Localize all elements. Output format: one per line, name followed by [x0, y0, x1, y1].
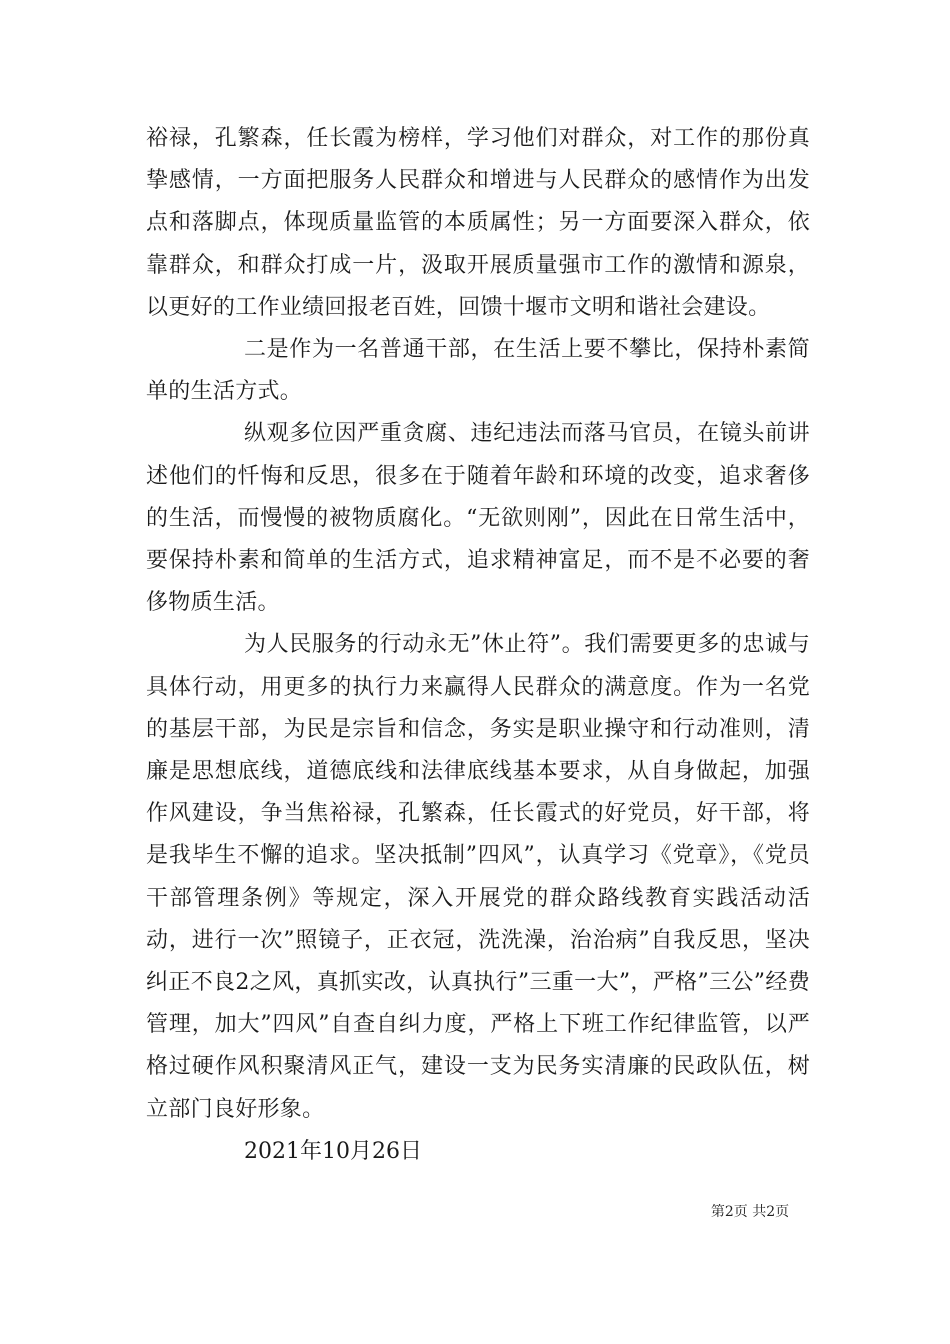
- paragraph-officials-reflection: 纵观多位因严重贪腐、违纪违法而落马官员，在镜头前讲述他们的忏悔和反思，很多在于随着年龄和环境的改变，追求奢侈的生活，而慢慢的被物质腐化。“无欲则刚”，因此在日常生活中，要保持朴素和简单的生活方式，追求精神富足，而不是不必要的奢侈物质生活。: [146, 421, 810, 616]
- paragraph-serve-people: 为人民服务的行动永无”休止符”。我们需要更多的忠诚与具体行动，用更多的执行力来赢得人民群众的满意度。作为一名党的基层干部，为民是宗旨和信念，务实是职业操守和行动准则，清廉是思想底线，道德底线和法律底线基本要求，从自身做起，加强作风建设，争当焦裕禄，孔繁森，任长霞式的好党员，好干部，将是我毕生不懈的追求。坚决抵制”四风”，认真学习《党章》，《党员干部管理条例》等规定，深入开展党的群众路线教育实践活动活动，进行一次”照镜子，正衣冠，洗洗澡，治治病”自我反思，坚决纠正不良2之风，真抓实改，认真执行”三重一大”，严格”三公”经费管理，加大”四风”自查自纠力度，严格上下班工作纪律监管，以严格过硬作风积聚清风正气，建设一支为民务实清廉的民政队伍，树立部门良好形象。: [146, 632, 810, 1122]
- document-date: 2021年10月26日: [244, 1138, 422, 1164]
- document-body: [146, 118, 810, 1173]
- page-number-footer: 第2页 共2页: [710, 1204, 790, 1220]
- paragraph-continued: 裕禄，孔繁森，任长霞为榜样，学习他们对群众，对工作的那份真挚感情，一方面把服务人民群众和增进与人民群众的感情作为出发点和落脚点，体现质量监管的本质属性；另一方面要深入群众，依靠群众，和群众打成一片，汲取开展质量强市工作的激情和源泉，以更好的工作业绩回报老百姓，回馈十堰市文明和谐社会建设。: [146, 126, 810, 320]
- paragraph-point-two: 二是作为一名普通干部，在生活上要不攀比，保持朴素简单的生活方式。: [146, 337, 810, 405]
